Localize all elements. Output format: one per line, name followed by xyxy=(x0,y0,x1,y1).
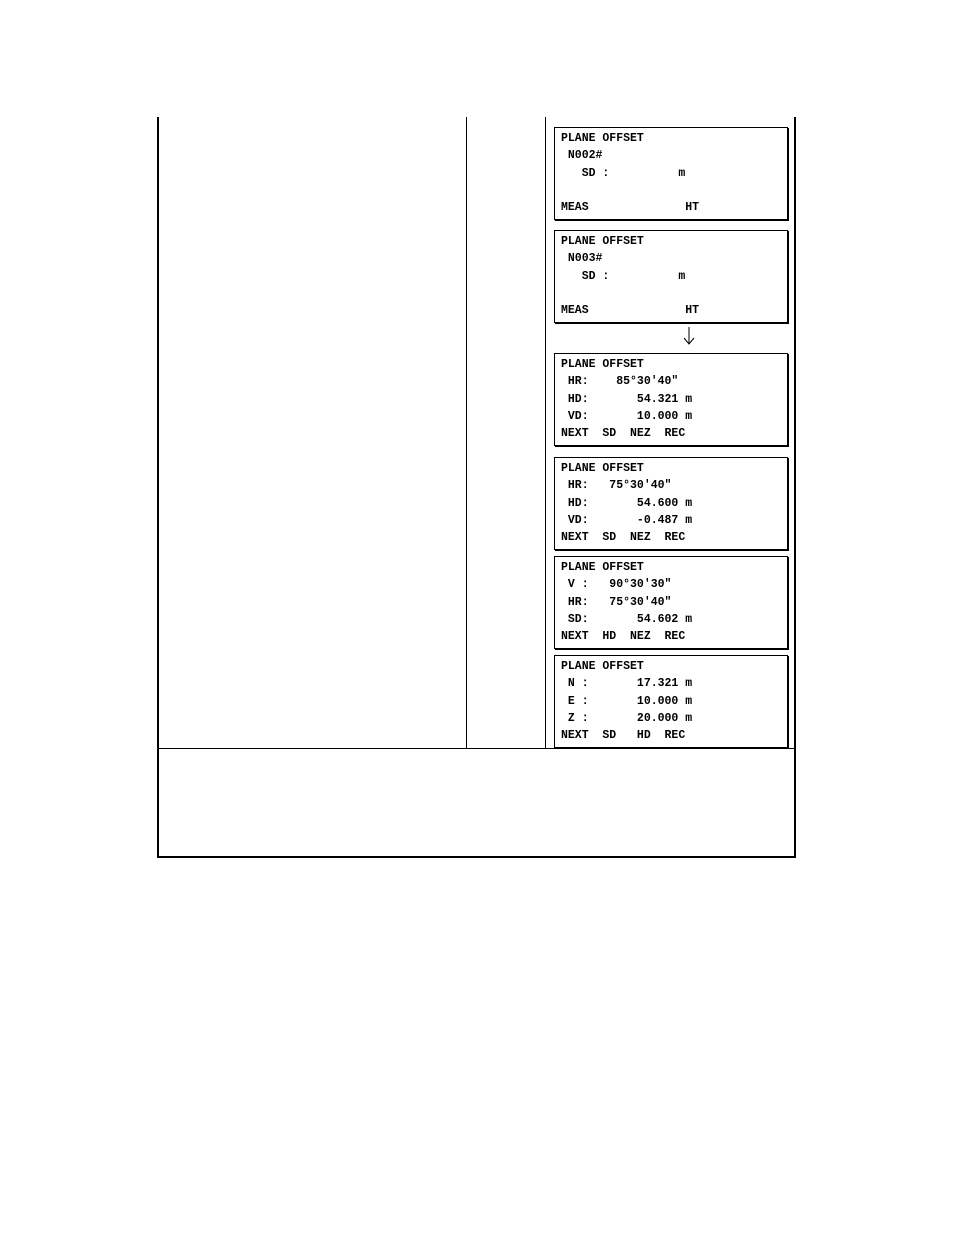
softkey-row: MEAS HT xyxy=(561,201,700,215)
display-screen-v-hr-sd xyxy=(554,556,788,649)
screen-line xyxy=(561,182,787,199)
screen-title: PLANE OFFSET xyxy=(561,462,644,475)
screen-line: Z : 20.000 m xyxy=(561,711,693,725)
screen-line xyxy=(561,285,787,302)
screen-line: VD: 10.000 m xyxy=(561,409,693,423)
display-screen-hr-hd-vd xyxy=(554,353,788,446)
screen-line: HR: 75°30'40" xyxy=(561,595,672,609)
display-screen-n003 xyxy=(554,230,788,323)
softkey-row: NEXT HD NEZ REC xyxy=(561,630,686,644)
screen-line: SD: 54.602 m xyxy=(561,612,693,626)
screen-line: E : 10.000 m xyxy=(561,694,693,708)
row-divider xyxy=(159,748,794,749)
softkey-row: MEAS HT xyxy=(561,304,700,318)
screen-line: SD : m xyxy=(561,166,686,180)
screen-title: PLANE OFFSET xyxy=(561,660,644,673)
screen-line: HD: 54.600 m xyxy=(561,496,693,510)
screen-title: PLANE OFFSET xyxy=(561,235,644,248)
screen-line: N003# xyxy=(561,252,603,266)
softkey-row: NEXT SD NEZ REC xyxy=(561,531,686,545)
display-screen-n002 xyxy=(554,127,788,220)
display-screen-nez xyxy=(554,655,788,748)
screen-line: HR: 75°30'40" xyxy=(561,479,672,493)
screen-title: PLANE OFFSET xyxy=(561,561,644,574)
screen-line: HD: 54.321 m xyxy=(561,392,693,406)
display-screen-offset-result xyxy=(554,457,788,550)
softkey-row: NEXT SD HD REC xyxy=(561,729,686,743)
screen-title: PLANE OFFSET xyxy=(561,132,644,145)
screen-line: N002# xyxy=(561,149,603,163)
screen-line: HR: 85°30'40" xyxy=(561,375,679,389)
screen-line: VD: -0.487 m xyxy=(561,513,693,527)
down-arrow-icon xyxy=(682,326,696,346)
column-divider xyxy=(545,117,546,748)
screen-line: N : 17.321 m xyxy=(561,677,693,691)
column-divider xyxy=(466,117,467,748)
screen-line: SD : m xyxy=(561,269,686,283)
softkey-row: NEXT SD NEZ REC xyxy=(561,427,686,441)
screen-title: PLANE OFFSET xyxy=(561,358,644,371)
screen-line: V : 90°30'30" xyxy=(561,578,672,592)
